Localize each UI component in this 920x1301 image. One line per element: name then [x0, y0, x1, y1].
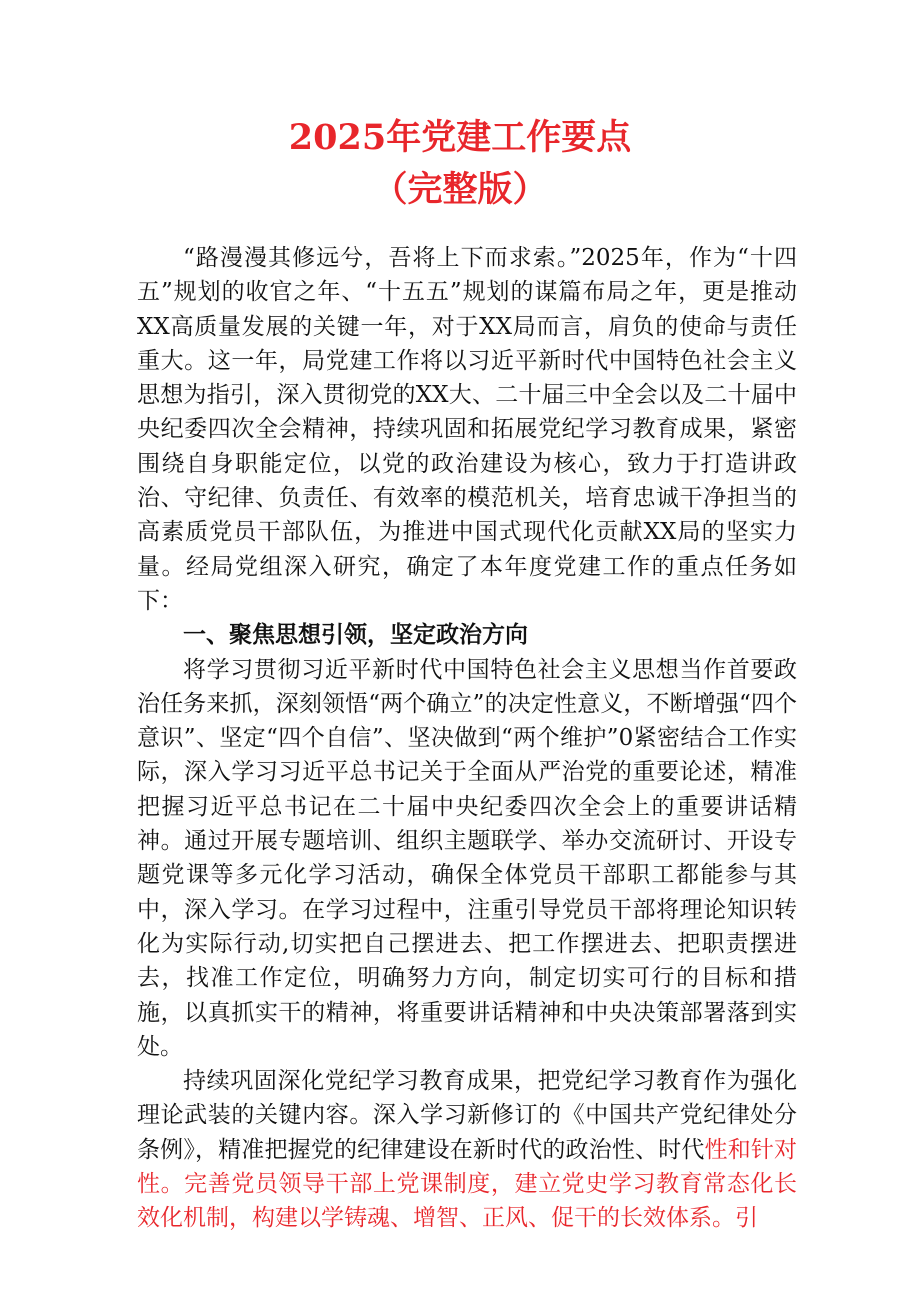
intro-paragraph: “路漫漫其修远兮，吾将上下而求索。”2025年，作为“十四五”规划的收官之年、“十五五”规划的谋篇布局之年，更是推动XX高质量发展的关键一年，对于XX局而言，肩负的使命与责任重大。这一年，局党建工作将以习近平新时代中国特色社会主义思想为指引，深入贯彻党的XX大、二十届三中全会以及二十届中央纪委四次全会精神，持续巩固和拓展党纪学习教育成果，紧密围绕自身职能定位，以党的政治建设为核心，致力于打造讲政治、守纪律、负责任、有效率的模范机关，培育忠诚干净担当的高素质党员干部队伍，为推进中国式现代化贡献XX局的坚实力量。经局党组深入研究，确定了本年度党建工作的重点任务如下： [137, 245, 797, 614]
highlighted-text: 性和针对性。完善党员领导干部上党课制度，建立党史学习教育常态化长效化机制，构建以学铸魂、增智、正风、促干的长效体系。引 [137, 1136, 798, 1232]
document-body [137, 241, 797, 1236]
section-paragraph: 将学习贯彻习近平新时代中国特色社会主义思想当作首要政治任务来抓，深刻领悟“两个确立”的决定性意义，不断增强“四个意识”、坚定“四个自信”、坚决做到“两个维护”0紧密结合工作实际，深入学习习近平总书记关于全面从严治党的重要论述，精准把握习近平总书记在二十届中央纪委四次全会上的重要讲话精神。通过开展专题培训、组织主题联学、举办交流研讨、开设专题党课等多元化学习活动，确保全体党员干部职工都能参与其中，深入学习。在学习过程中，注重引导党员干部将理论知识转化为实际行动,切实把自己摆进去、把工作摆进去、把职责摆进去，找准工作定位，明确努力方向，制定切实可行的目标和措施，以真抓实干的精神，将重要讲话精神和中央决策部署落到实处。 [137, 656, 797, 1060]
document-title: 2025年党建工作要点 [288, 117, 632, 158]
paragraph-text: 持续巩固深化党纪学习教育成果，把党纪学习教育作为强化理论武装的关键内容。深入学习新修订的《中国共产党纪律处分条例》，精准把握党的纪律建设在新时代的政治性、时代 [137, 1068, 797, 1163]
section-paragraph-2 [137, 1064, 797, 1235]
section-heading: 一、聚焦思想引领，坚定政治方向 [183, 621, 528, 649]
document-subtitle: （完整版） [372, 169, 548, 210]
